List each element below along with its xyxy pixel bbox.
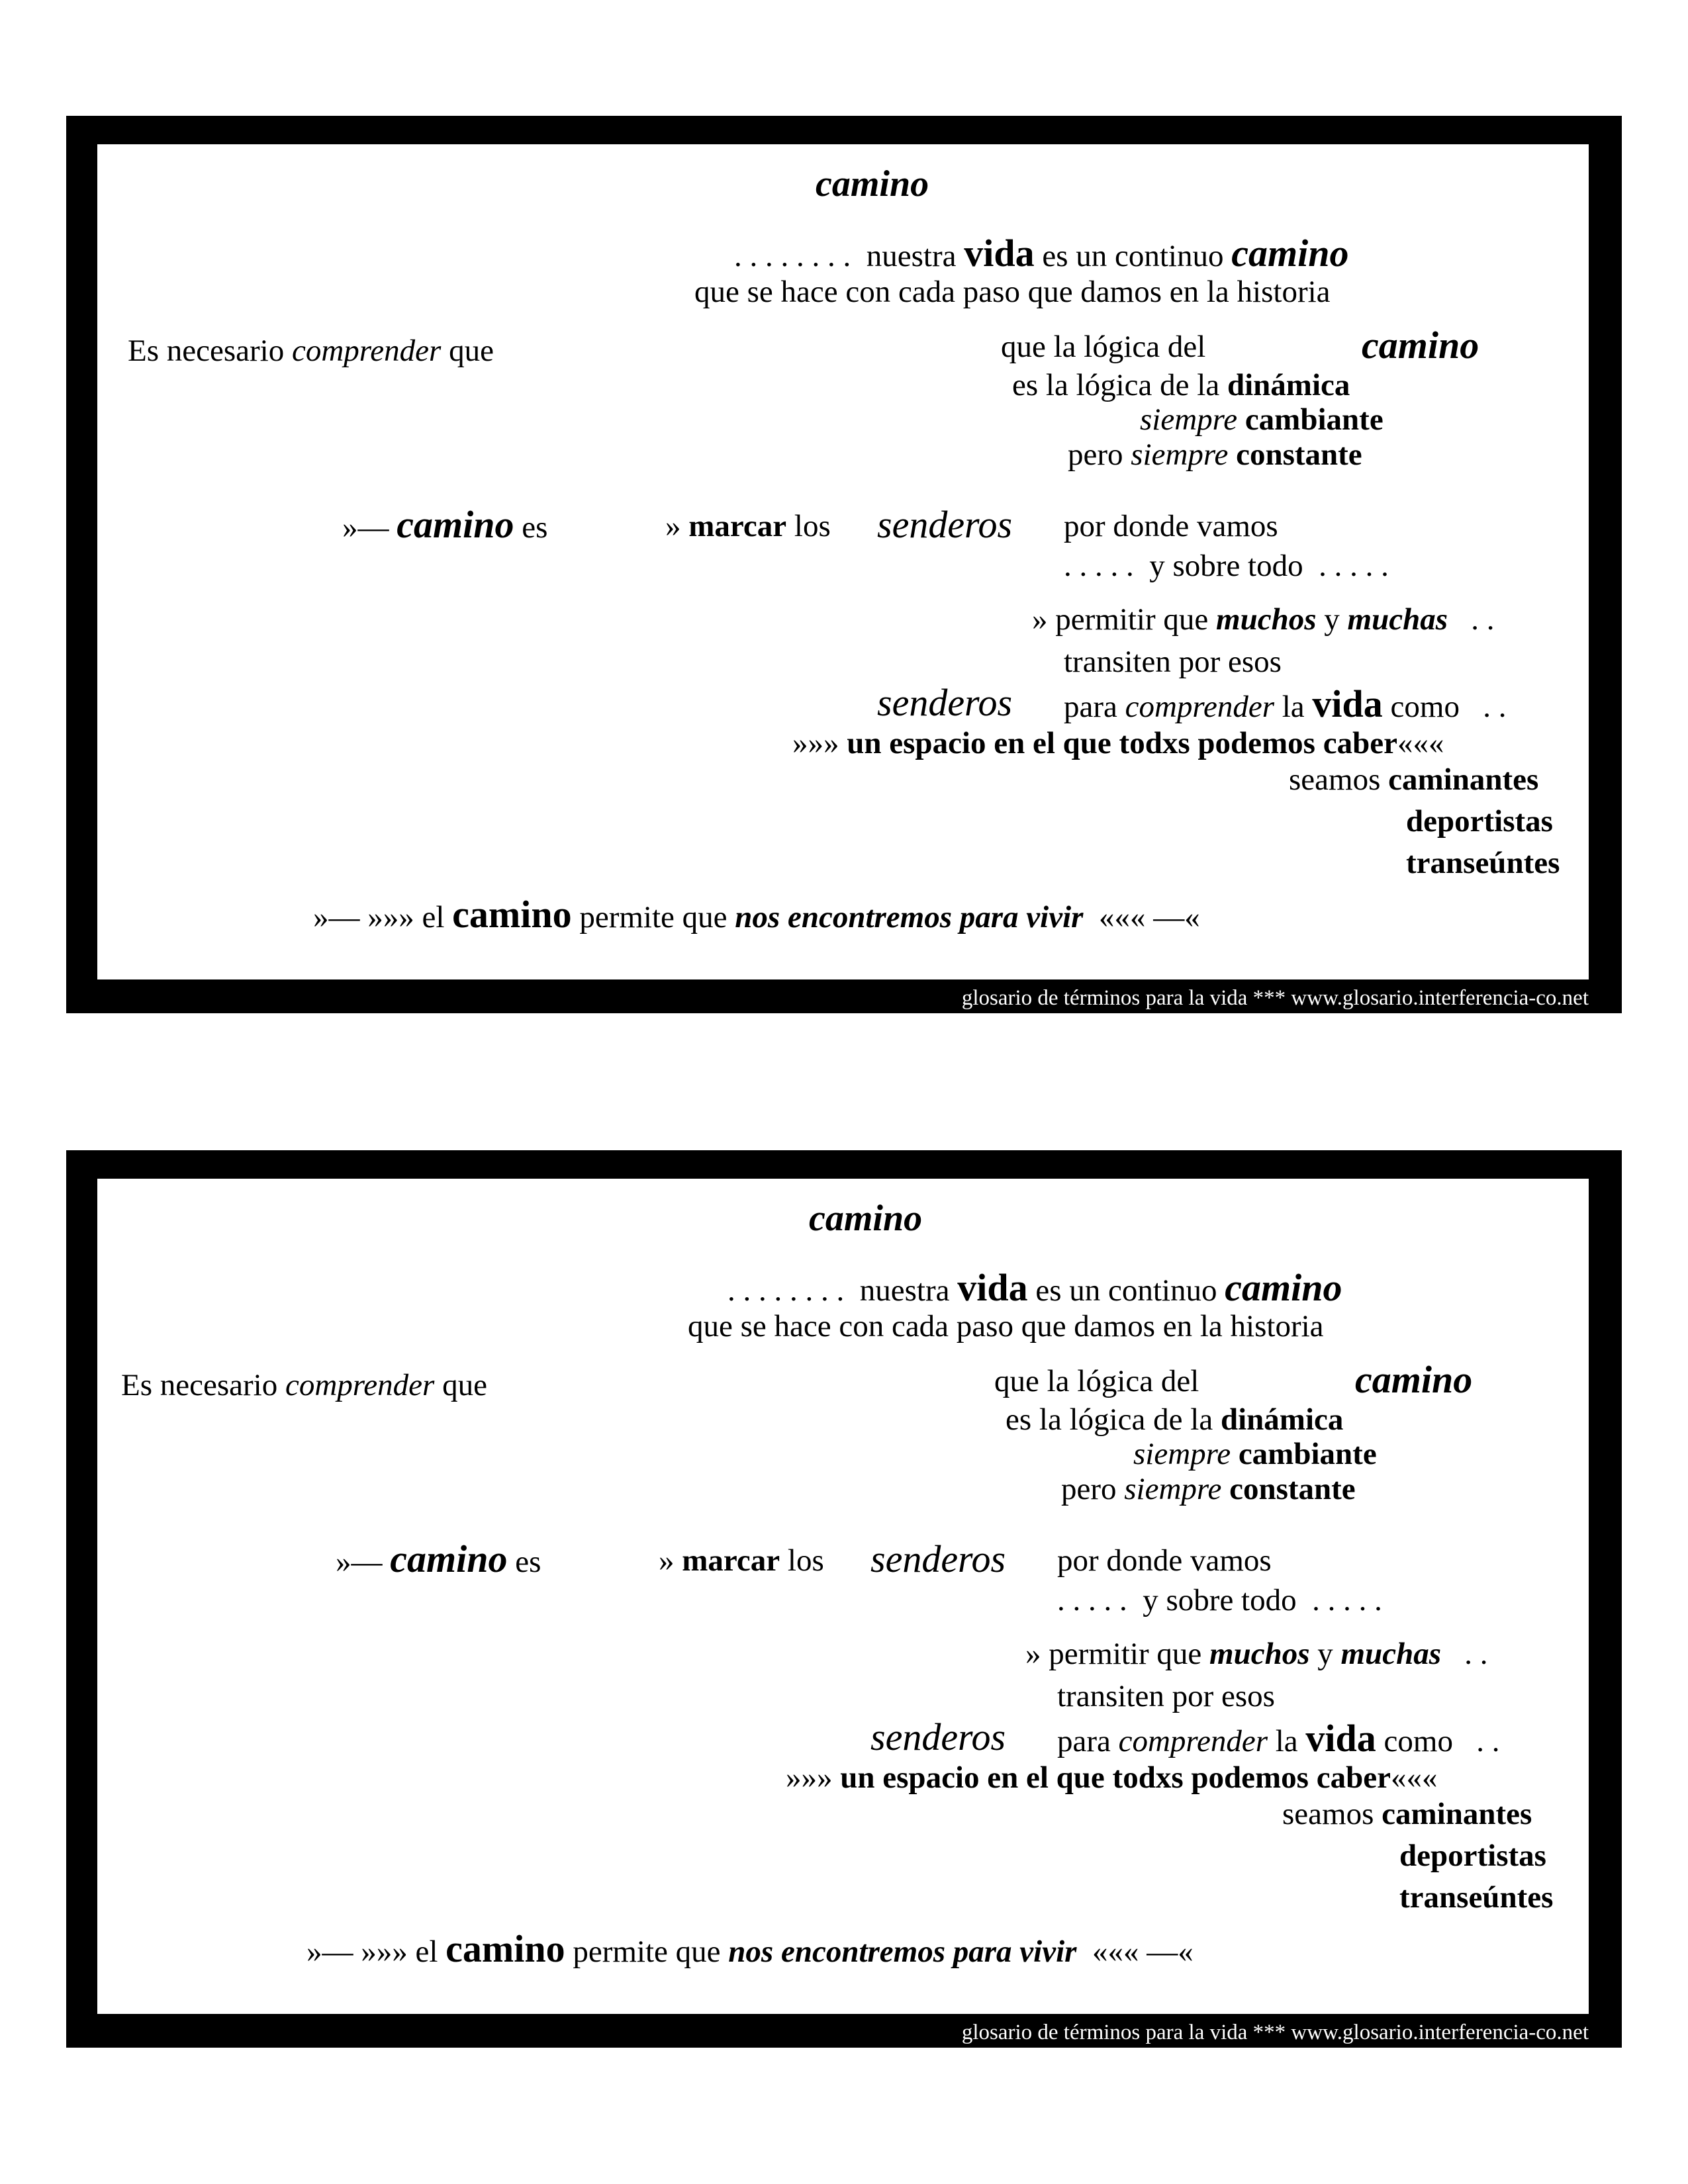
line-1: . . . . . . . . nuestra vida es un continuo camino (734, 232, 1349, 275)
line-12a: senderos (877, 681, 1013, 724)
line-6: siempre cambiante (1133, 1437, 1377, 1471)
line-4b: camino (1362, 324, 1479, 367)
line-15: deportistas (1399, 1839, 1546, 1873)
line-8d: por donde vamos (1057, 1543, 1272, 1578)
line-3: Es necesario comprender que (128, 334, 494, 368)
poster-card-2 (66, 1150, 1622, 2048)
line-4a: que la lógica del (1001, 330, 1206, 364)
line-5: es la lógica de la dinámica (1006, 1402, 1344, 1437)
line-12a: senderos (870, 1715, 1006, 1758)
line-17: »— »»» el camino permite que nos encontremos para vivir ««« —« (313, 893, 1200, 936)
footer-credit: glosario de términos para la vida *** www.glosario.interferencia-co.net (961, 2021, 1589, 2044)
line-2: que se hace con cada paso que damos en la historia (694, 275, 1331, 309)
line-3: Es necesario comprender que (121, 1368, 487, 1402)
line-15: deportistas (1406, 804, 1553, 839)
line-1: . . . . . . . . nuestra vida es un continuo camino (727, 1266, 1342, 1309)
line-4b: camino (1355, 1358, 1473, 1401)
footer-credit: glosario de términos para la vida *** www.glosario.interferencia-co.net (961, 986, 1589, 1010)
line-14: seamos caminantes (1289, 762, 1539, 797)
line-11: transiten por esos (1064, 645, 1282, 679)
line-11: transiten por esos (1057, 1679, 1275, 1713)
line-8b: » marcar los (659, 1543, 824, 1578)
line-8c: senderos (870, 1537, 1006, 1580)
line-8a: »— camino es (336, 1537, 541, 1580)
card-title: camino (816, 163, 929, 205)
line-8d: por donde vamos (1064, 509, 1278, 543)
line-8a: »— camino es (342, 503, 548, 546)
line-10: » permitir que muchos y muchas . . (1025, 1637, 1488, 1671)
line-12b: para comprender la vida como . . (1064, 682, 1507, 725)
line-9: . . . . . y sobre todo . . . . . (1057, 1583, 1382, 1617)
line-16: transeúntes (1399, 1880, 1554, 1915)
line-5: es la lógica de la dinámica (1012, 368, 1350, 402)
card-content (97, 144, 1589, 979)
line-10: » permitir que muchos y muchas . . (1032, 602, 1495, 637)
line-16: transeúntes (1406, 846, 1560, 880)
line-2: que se hace con cada paso que damos en la historia (688, 1309, 1324, 1343)
line-6: siempre cambiante (1140, 402, 1383, 437)
line-8c: senderos (877, 503, 1013, 546)
line-14: seamos caminantes (1282, 1797, 1532, 1831)
line-4a: que la lógica del (994, 1364, 1199, 1398)
line-7: pero siempre constante (1068, 437, 1362, 472)
line-12b: para comprender la vida como . . (1057, 1717, 1500, 1760)
line-8b: » marcar los (665, 509, 831, 543)
line-9: . . . . . y sobre todo . . . . . (1064, 549, 1389, 583)
poster-card-1 (66, 116, 1622, 1013)
line-17: »— »»» el camino permite que nos encontremos para vivir ««« —« (306, 1927, 1194, 1970)
card-content (97, 1179, 1589, 2014)
line-7: pero siempre constante (1061, 1472, 1356, 1506)
card-title: camino (809, 1198, 923, 1239)
line-13: »»» un espacio en el que todxs podemos caber««« (792, 726, 1444, 760)
line-13: »»» un espacio en el que todxs podemos caber««« (786, 1760, 1438, 1795)
